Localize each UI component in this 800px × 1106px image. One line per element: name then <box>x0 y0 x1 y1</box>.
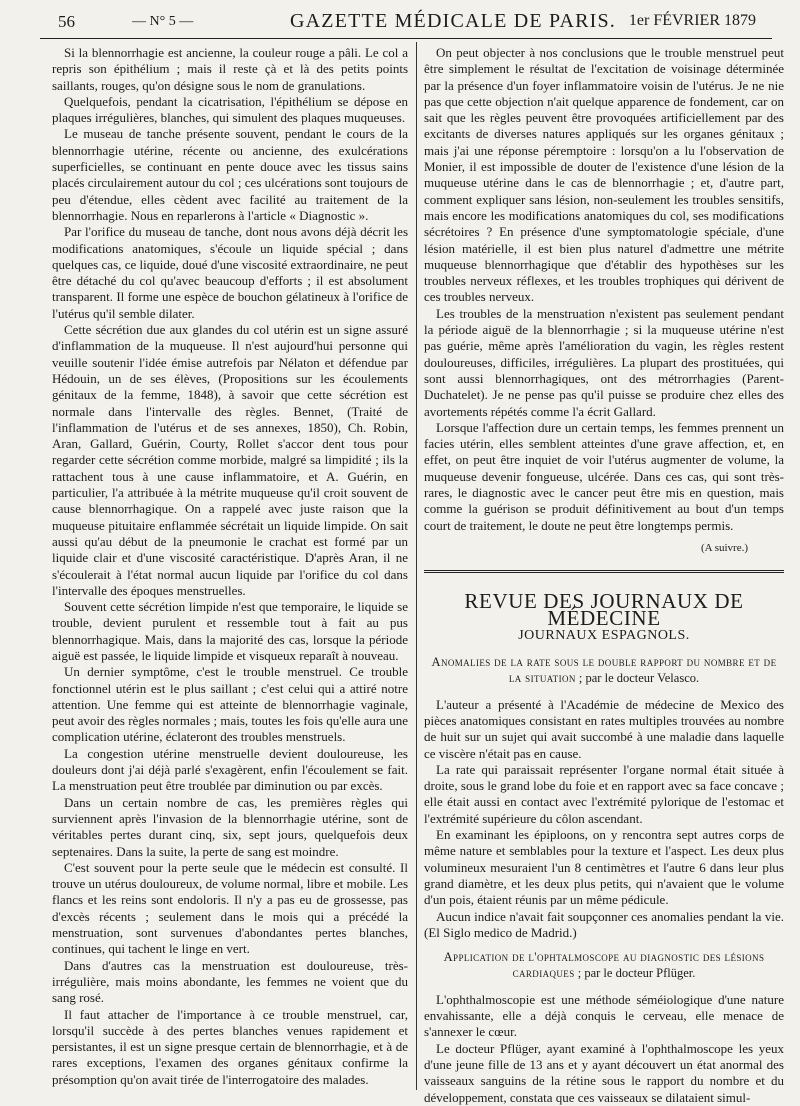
page-header <box>40 10 772 36</box>
paragraph: Aucun indice n'avait fait soupçonner ces anomalies pendant la vie. (El Siglo medico de Madrid.) <box>424 908 784 940</box>
journal-title: GAZETTE MÉDICALE DE PARIS. <box>290 10 617 32</box>
paragraph: L'auteur a présenté à l'Académie de médecine de Mexico des pièces anatomiques consistant en rates multiples trouvées au nombre de huit sur un sujet qui avait succombé à une maladie dans laquelle ce viscère n'était pas en cause. <box>424 696 784 761</box>
paragraph: Lorsque l'affection dure un certain temps, les femmes prennent un facies utérin, elles semblent atteintes d'une grave affection, et, en effet, on peut être inquiet de voir l'utérus augmenter de volume, la muqueuse devenir fongueuse, ulcérée. Dans ces cas, qui sont très-rares, le diagnostic avec le cancer peut être mis en question, mais comme la guérison se produit définitivement au bout d'un temps court de traitement, le doute ne peut être longtemps permis. <box>424 419 784 533</box>
section-subtitle: JOURNAUX ESPAGNOLS. <box>518 627 690 643</box>
paragraph: En examinant les épiploons, on y rencontra sept autres corps de même nature et semblables pour la texture et l'aspect. Les deux plus volumineux mesuraient l'un 8 centimètres et l'autre 6 dans leur plus grand diamètre, et les deux plus petits, qui n'avaient que le volume d'un pois, étaient réunis par un même pédicule. <box>424 827 784 908</box>
article-author: ; par le docteur Pflüger. <box>574 966 696 981</box>
article-author: ; par le docteur Velasco. <box>575 671 700 686</box>
paragraph: Par l'orifice du museau de tanche, dont nous avons déjà décrit les modifications anatomiques, s'écoule un liquide spécial ; dans quelques cas, ce liquide, doué d'une viscosité extraordinaire, ne peut être détaché du col qu'avec beaucoup d'efforts ; il est absolument transparent. Il forme une espèce de bouchon gélatineux à l'orifice de l'utérus qu'il semble dilater. <box>52 224 408 321</box>
paragraph: C'est souvent pour la perte seule que le médecin est consulté. Il trouve un utérus douloureux, de volume normal, libre et mobile. Les flancs et les reins sont endoloris. Il n'y a pas eu de grossesse, pas d'excès récents ; seulement dans le mois qui a précédé la menstruation, sont survenues d'abondantes pertes blanches, continues, qui tachent le linge en vert. <box>52 859 408 957</box>
paragraph: Quelquefois, pendant la cicatrisation, l'épithélium se dépose en plaques irrégulières, blanches, qui simulent des plaques muqueuses. <box>52 93 408 126</box>
article-title: Anomalies de la rate sous le double rapport du nombre et de la situation <box>431 655 777 686</box>
right-column <box>424 45 784 1106</box>
section-rule <box>424 570 784 573</box>
issue-date: 1er FÉVRIER 1879 <box>628 12 756 29</box>
paragraph: La rate qui paraissait représenter l'organe normal était située à droite, sous le grand lobe du foie et en rapport avec sa face concave ; elle était aussi en contact avec l'extrémité pylorique de l'estomac et l'extrémité supérieure du côlon ascendant. <box>424 761 784 826</box>
header-rule <box>40 38 772 39</box>
paragraph: On peut objecter à nos conclusions que le trouble menstruel peut être simplement le résultat de l'excitation de voisinage déterminée par la présence d'un foyer inflammatoire voisin de l'utérus. Je ne nie pas que cette objection n'ait quelque apparence de fondement, car on sait que les règles peuvent être provoquées artificiellement par des excitants de diverses natures appliqués sur les organes génitaux ; mais j'ai une réponse péremptoire : lorsqu'on a lu l'observation de Monier, il est impossible de douter de l'existence d'une lésion de la muqueuse utérine dans le cas de blennorrhagie ; et, d'autre part, comment expliquer sans lésion, non-seulement les troubles sensitifs, mais encore les modifications anatomiques du col, ses modifications sécrétoires ? En présence d'une symptomatologie spéciale, d'une lésion matérielle, il est bien plus naturel d'admettre une métrite muqueuse blennorrhagique que d'établir des hypothèses sur les troubles nerveux réflexes, et les troubles trophiques qui dérivent de ces troubles nerveux. <box>424 45 784 305</box>
paragraph: Il faut attacher de l'importance à ce trouble menstruel, car, lorsqu'il succède à des pertes blanches venues rapidement et persistantes, il est un signe presque certain de blennorrhagie, et à de rares exceptions, l'examen des organes génitaux confirme la présomption qu'on avait tirée de l'interrogatoire des malades. <box>52 1006 408 1087</box>
paragraph: Les troubles de la menstruation n'existent pas seulement pendant la période aiguë de la blennorrhagie ; si la muqueuse utérine n'est pas guérie, même après l'amélioration du vagin, les règles restent douloureuses, difficiles, irrégulières. La plupart des prostituées, qui sont aussi blennorrhagiques, ont des métrorrhagies (Parent-Duchatelet). Je ne pense pas qu'il puisse se produire chez elles des avortements répétés comme l'a écrit Gallard. <box>424 305 784 419</box>
section-title: REVUE DES JOURNAUX DE MÉDECINE <box>464 589 744 630</box>
paragraph: L'ophthalmoscopie est une méthode séméiologique d'une nature envahissante, elle a déjà conquis le cerveau, elle menace de s'annexer le cœur. <box>424 991 784 1040</box>
paragraph: Un dernier symptôme, c'est le trouble menstruel. Ce trouble fonctionnel utérin est le plus saillant ; c'est celui qui a attiré notre attention. Une femme qui est atteinte de blennorrhagie vaginale, peut avoir des règles normales ; mais, toutes les fois qu'elle aura une complication utérine, éclateront des troubles menstruels. <box>52 664 408 745</box>
article-heading <box>424 949 784 982</box>
continued-note: (A suivre.) <box>700 541 748 554</box>
article-title: Application de l'ophtalmoscope au diagnostic des lésions cardiaques <box>443 950 765 981</box>
paragraph: Le museau de tanche présente souvent, pendant le cours de la blennorrhagie utérine, récente ou ancienne, des exulcérations superficielles, se continuant en pente douce avec les tissus sains placés circulairement autour du col ; ces ulcérations sont toujours de peu d'étendue, elles cèdent avec facilité au traitement de la blennorrhagie. Nous en reparlerons à l'article « Diagnostic ». <box>52 126 408 223</box>
paragraph: Cette sécrétion due aux glandes du col utérin est un signe assuré d'inflammation de la muqueuse. Il n'est aujourd'hui personne qui veuille soutenir l'idée émise autrefois par Nélaton et défendue par Hédouin, un de ses élèves, (Propositions sur les écoulements génitaux de la femme, 1848), à savoir que cette sécrétion est normale dans l'intervalle des règles. Bennet, (Traité de l'inflammation de l'utérus et de ses annexes, 1850), Ch. Robin, Aran, Gallard, Guérin, Courty, Rollet s'accor dent tous pour regarder cette sécrétion comme morbide, malgré sa limpidité ; ils la rattachent tous à une cause inflammatoire, et A. Guérin, en particulier, l'a attribuée à la métrite muqueuse qu'il croit souvent de cause blennorrhagique. On a rappelé avec juste raison que la muqueuse pituitaire enflammée sécrétait un liquide limpide. On sait aussi qu'au début de la pneumonie le crachat est formé par un liquide clair et d'une viscosité caractéristique. D'après Aran, il ne s'écoulerait à l'état normal aucun liquide par l'orifice du col dans l'intervalle des époques menstruelles. <box>52 322 408 598</box>
paragraph: La congestion utérine menstruelle devient douloureuse, les douleurs dont j'ai déjà parlé s'exagèrent, enfin l'écoulement se fait. La menstruation peut être troublée par diminution ou par excès. <box>52 745 408 794</box>
page-number: 56 <box>58 12 75 31</box>
paragraph: Le docteur Pflüger, ayant examiné à l'ophthalmoscope les yeux d'une jeune fille de 13 ans et y ayant découvert un état anormal des vaisseaux sanguins de la rétine sous le rapport du nombre et du développement, constata que ces vaisseaux se dilataient simul- <box>424 1040 784 1105</box>
issue-number: — N° 5 — <box>132 14 194 29</box>
article-heading <box>424 654 784 687</box>
paragraph: Si la blennorrhagie est ancienne, la couleur rouge a pâli. Le col a repris son épithélium ; mais il reste çà et là des petits points saillants, rouges, qu'on désigne sous le nom de granulations. <box>52 45 408 93</box>
paragraph: Dans un certain nombre de cas, les premières règles qui surviennent après l'invasion de la blennorrhagie utérine, sont de véritables pertes durant cinq, six, sept jours, quelquefois deux septenaires. Dans la suite, la perte de sang est moindre. <box>52 794 408 859</box>
left-column <box>52 45 408 1088</box>
paragraph: Dans d'autres cas la menstruation est douloureuse, très-irrégulière, mais moins abondante, les femmes ne voient que du sang rosé. <box>52 957 408 1006</box>
column-divider <box>416 42 417 1090</box>
paragraph: Souvent cette sécrétion limpide n'est que temporaire, le liquide se trouble, devient purulent et ressemble tout à fait au pus blennorrhagique. Mais, dans la majorité des cas, lorsque la période aiguë est passée, le liquide limpide et visqueux reparaît à nouveau. <box>52 599 408 663</box>
